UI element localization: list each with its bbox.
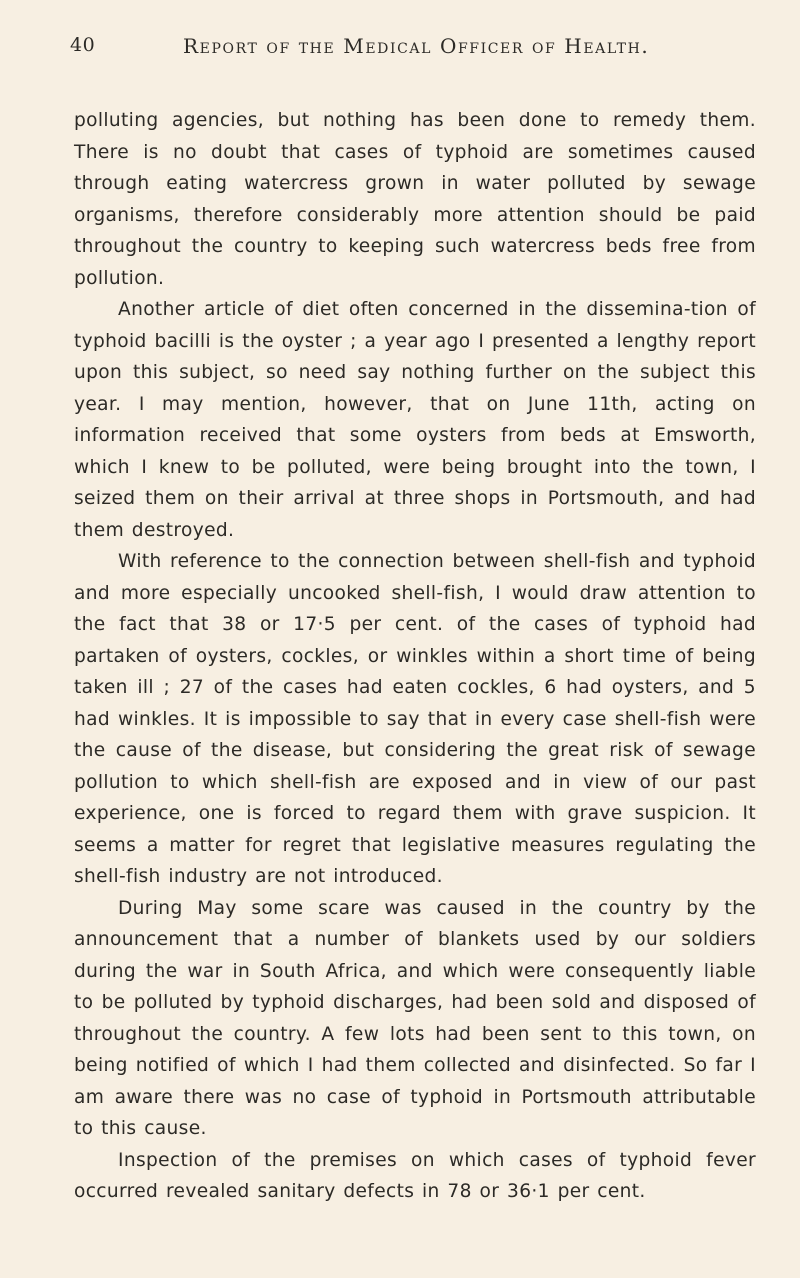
page-header — [70, 34, 770, 74]
paragraph-blankets: During May some scare was caused in the country by the announcement that a number of blankets used by our soldiers during the war in South Africa, and which were consequently liable to be polluted by typhoid discharges, had been sold and disposed of throughout the country. A few lots had been sent to this town, on being notified of which I had them collected and disinfected. So far I am aware there was no case of typhoid in Portsmouth attributable to this cause. — [74, 897, 756, 1139]
running-title: Report of the Medical Officer of Health. — [183, 34, 650, 58]
paragraph-shellfish: With reference to the connection between shell-fish and typhoid and more especially uncooked shell-fish, I would draw attention to the fact that 38 or 17·5 per cent. of the cases of typhoid had partaken of oysters, cockles, or winkles within a short time of being taken ill ; 27 of the cases had eaten cockles, 6 had oysters, and 5 had winkles. It is impossible to say that in every case shell-fish were the cause of the disease, but considering the great risk of sewage pollution to which shell-fish are exposed and in view of our past experience, one is forced to regard them with grave suspicion. It seems a matter for regret that legislative measures regulating the shell-fish industry are not introduced. — [74, 551, 756, 887]
page-number: 40 — [70, 34, 96, 56]
paragraph-oysters: Another article of diet often concerned in the dissemina-tion of typhoid bacilli is the oyster ; a year ago I presented a lengthy report upon this subject, so need say nothing further on the subject this year. I may mention, however, that on June 11th, acting on information received that some oysters from beds at Emsworth, which I knew to be polluted, were being brought into the town, I seized them on their arrival at three shops in Portsmouth, and had them destroyed. — [74, 299, 756, 541]
paragraph-continuation: polluting agencies, but nothing has been done to remedy them. There is no doubt that cases of typhoid are sometimes caused through eating watercress grown in water polluted by sewage organisms, therefore considerably more attention should be paid throughout the country to keeping such watercress beds free from pollution. — [74, 110, 756, 289]
paragraph-inspection: Inspection of the premises on which cases of typhoid fever occurred revealed sanitary defects in 78 or 36·1 per cent. — [74, 1149, 756, 1202]
body-text — [74, 105, 756, 1208]
